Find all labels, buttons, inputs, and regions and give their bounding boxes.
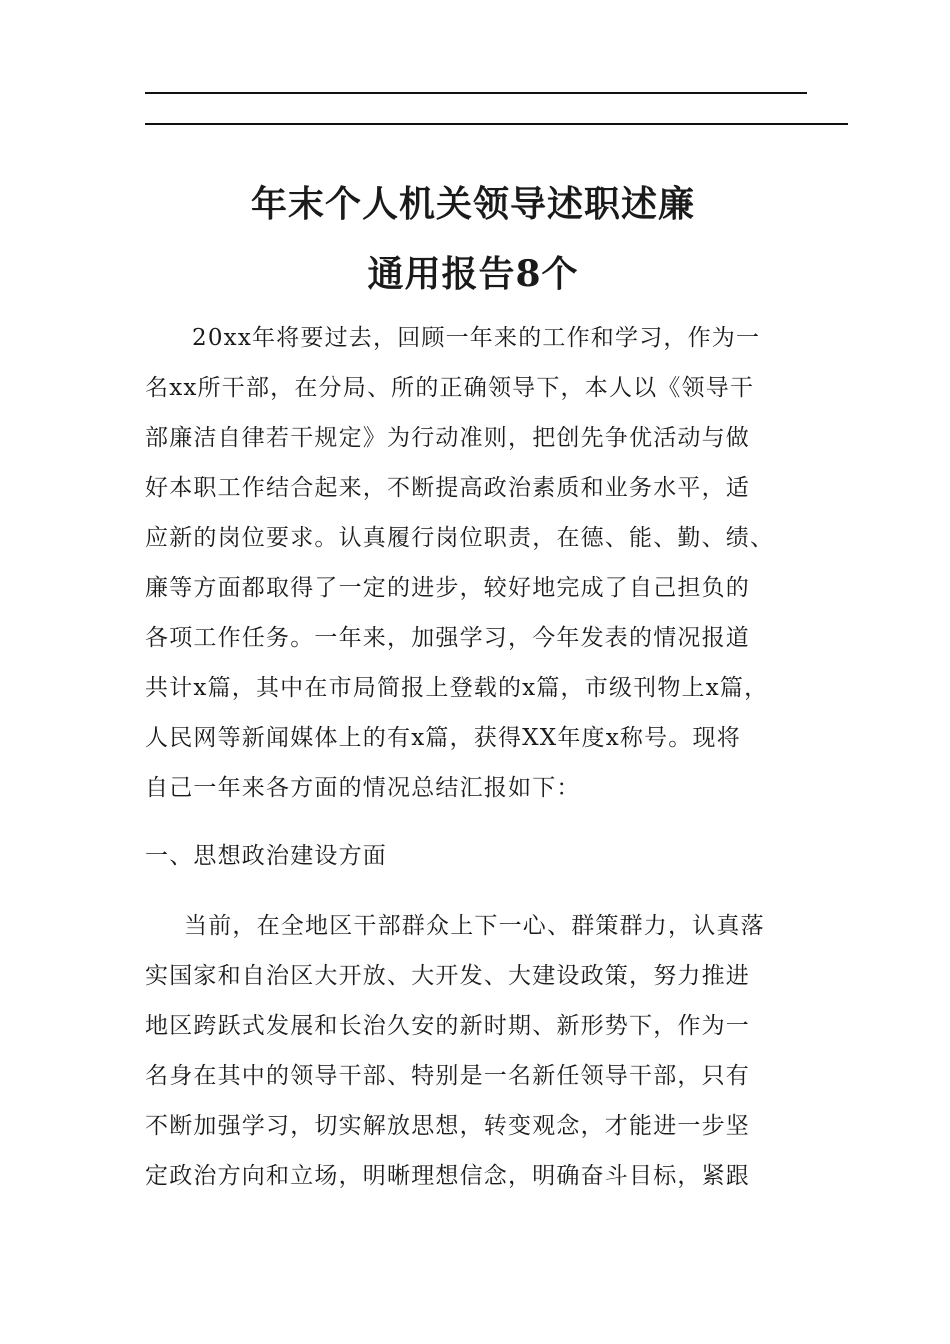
paragraph-2-line: 地区跨跃式发展和长治久安的新时期、新形势下，作为一 <box>145 1013 750 1039</box>
paragraph-2-line: 名身在其中的领导干部、特别是一名新任领导干部，只有 <box>145 1063 750 1089</box>
paragraph-1-line: 20xx年将要过去，回顾一年来的工作和学习，作为一 <box>192 325 761 351</box>
paragraph-2-line: 当前，在全地区干部群众上下一心、群策群力，认真落 <box>184 913 765 939</box>
header-rule-top <box>145 92 807 94</box>
document-title-line-2: 通用报告8个 <box>367 253 579 295</box>
paragraph-1-line: 共计x篇，其中在市局简报上登载的x篇，市级刊物上x篇， <box>145 675 769 701</box>
paragraph-1-line: 廉等方面都取得了一定的进步，较好地完成了自己担负的 <box>145 575 750 601</box>
document-title-line-1: 年末个人机关领导述职述廉 <box>250 183 695 225</box>
paragraph-1-line: 好本职工作结合起来，不断提高政治素质和业务水平，适 <box>145 475 750 501</box>
section-heading: 一、思想政治建设方面 <box>145 843 387 869</box>
paragraph-2-line: 实国家和自治区大开放、大开发、大建设政策，努力推进 <box>145 963 750 989</box>
paragraph-1-line: 名xx所干部，在分局、所的正确领导下，本人以《领导干 <box>145 375 755 401</box>
paragraph-1-line: 各项工作任务。一年来，加强学习，今年发表的情况报道 <box>145 625 750 651</box>
paragraph-1-line: 自己一年来各方面的情况总结汇报如下： <box>145 775 581 801</box>
header-rule-bottom <box>145 123 848 125</box>
paragraph-2-line: 定政治方向和立场，明晰理想信念，明确奋斗目标，紧跟 <box>145 1163 750 1189</box>
paragraph-2-line: 不断加强学习，切实解放思想，转变观念，才能进一步坚 <box>145 1113 750 1139</box>
paragraph-1-line: 应新的岗位要求。认真履行岗位职责，在德、能、勤、绩、 <box>145 525 775 551</box>
paragraph-1-line: 部廉洁自律若干规定》为行动准则，把创先争优活动与做 <box>145 425 750 451</box>
paragraph-1-line: 人民网等新闻媒体上的有x篇，获得XX年度x称号。现将 <box>145 725 741 751</box>
